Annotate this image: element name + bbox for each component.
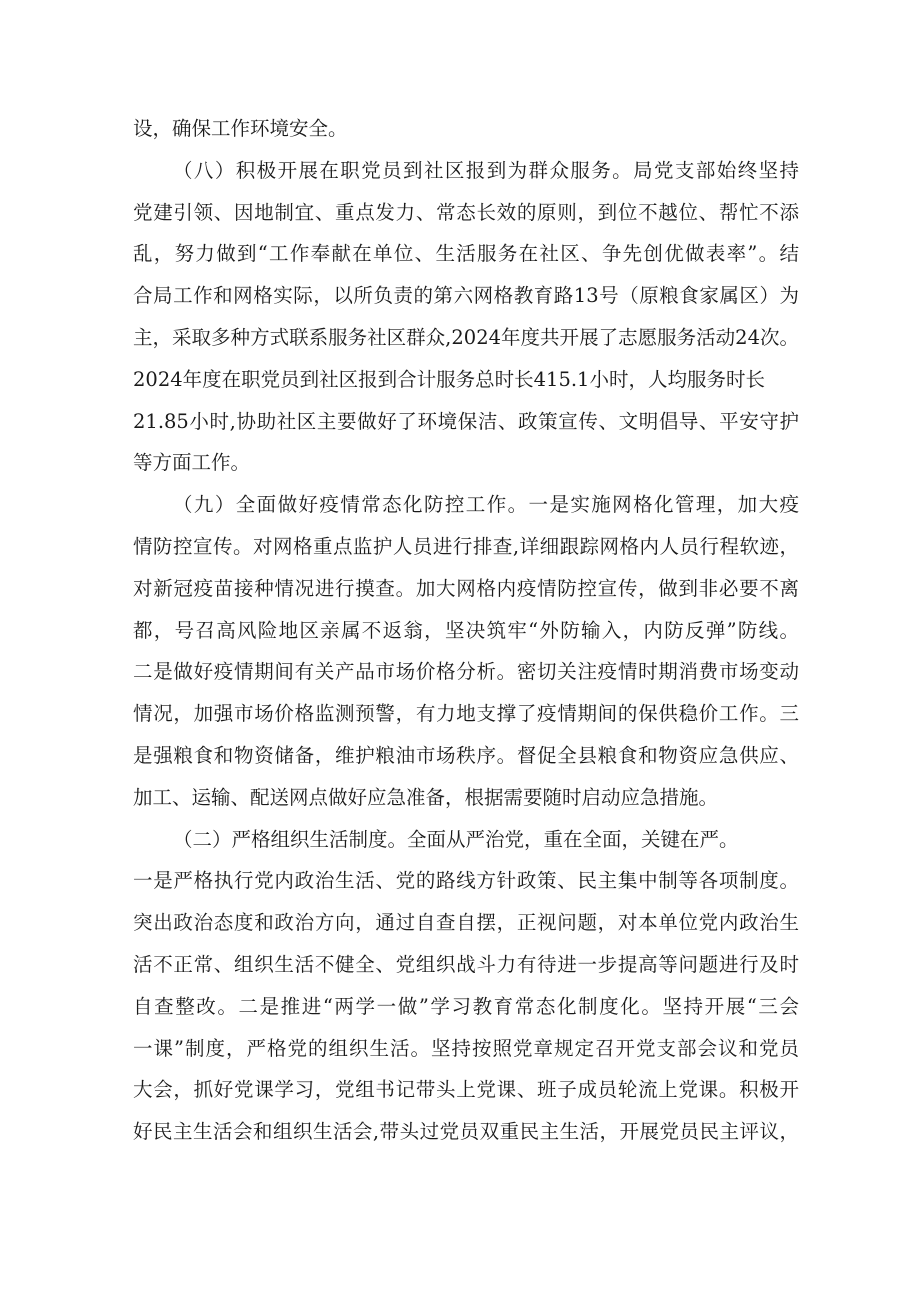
text-line: 设，确保工作环境安全。 xyxy=(133,117,348,140)
text-line: （二）严格组织生活制度。全面从严治党，重在全面，关键在严。 xyxy=(173,827,739,851)
text-line: 乱，努力做到“工作奉献在单位、生活服务在社区、争先创优做表率”。结 xyxy=(133,242,799,266)
text-line: （八）积极开展在职党员到社区报到为群众服务。局党支部始终坚持 xyxy=(173,158,799,182)
text-line: 自查整改。二是推进“两学一做”学习教育常态化制度化。坚持开展“三会 xyxy=(133,994,799,1018)
text-line: 是强粮食和物资储备，维护粮油市场秩序。督促全县粮食和物资应急供应、 xyxy=(133,743,799,767)
text-line: 一是严格执行党内政治生活、党的路线方针政策、民主集中制等各项制度。 xyxy=(133,869,799,893)
text-line: 主，采取多种方式联系服务社区群众,2024年度共开展了志愿服务活动24次。 xyxy=(133,325,799,349)
text-line: 对新冠疫苗接种情况进行摸查。加大网格内疫情防控宣传，做到非必要不离 xyxy=(133,576,799,600)
text-line: 党建引领、因地制宜、重点发力、常态长效的原则，到位不越位、帮忙不添 xyxy=(133,200,799,224)
text-line: 大会，抓好党课学习，党组书记带头上党课、班子成员轮流上党课。积极开 xyxy=(133,1078,799,1102)
text-line: 二是做好疫情期间有关产品市场价格分析。密切关注疫情时期消费市场变动 xyxy=(133,660,799,684)
text-line: 情况，加强市场价格监测预警，有力地支撑了疫情期间的保供稳价工作。三 xyxy=(133,702,799,726)
text-line: 活不正常、组织生活不健全、党组织战斗力有待进一步提高等问题进行及时 xyxy=(133,952,799,976)
text-line: 合局工作和网格实际，以所负责的第六网格教育路13号（原粮食家属区）为 xyxy=(133,284,799,308)
text-line: 加工、运输、配送网点做好应急准备，根据需要随时启动应急措施。 xyxy=(133,785,719,809)
text-line: 突出政治态度和政治方向，通过自查自摆，正视问题，对本单位党内政治生 xyxy=(133,911,799,935)
text-line: 2024年度在职党员到社区报到合计服务总时长415.1小时，人均服务时长 xyxy=(133,367,765,391)
text-line: 都，号召高风险地区亲属不返翁，坚决筑牢“外防输入，内防反弹”防线。 xyxy=(133,618,799,642)
text-line: 好民主生活会和组织生活会,带头过党员双重民主生活，开展党员民主评议， xyxy=(133,1120,799,1144)
text-line: 一课”制度，严格党的组织生活。坚持按照党章规定召开党支部会议和党员 xyxy=(133,1036,799,1060)
text-line: 情防控宣传。对网格重点监护人员进行排查,详细跟踪网格内人员行程软迹， xyxy=(133,534,799,558)
text-line: 21.85小时,协助社区主要做好了环境保洁、政策宣传、文明倡导、平安守护 xyxy=(133,409,799,433)
text-line: （九）全面做好疫情常态化防控工作。一是实施网格化管理，加大疫 xyxy=(173,493,799,517)
text-line: 等方面工作。 xyxy=(133,451,251,475)
document-body xyxy=(133,108,799,1153)
